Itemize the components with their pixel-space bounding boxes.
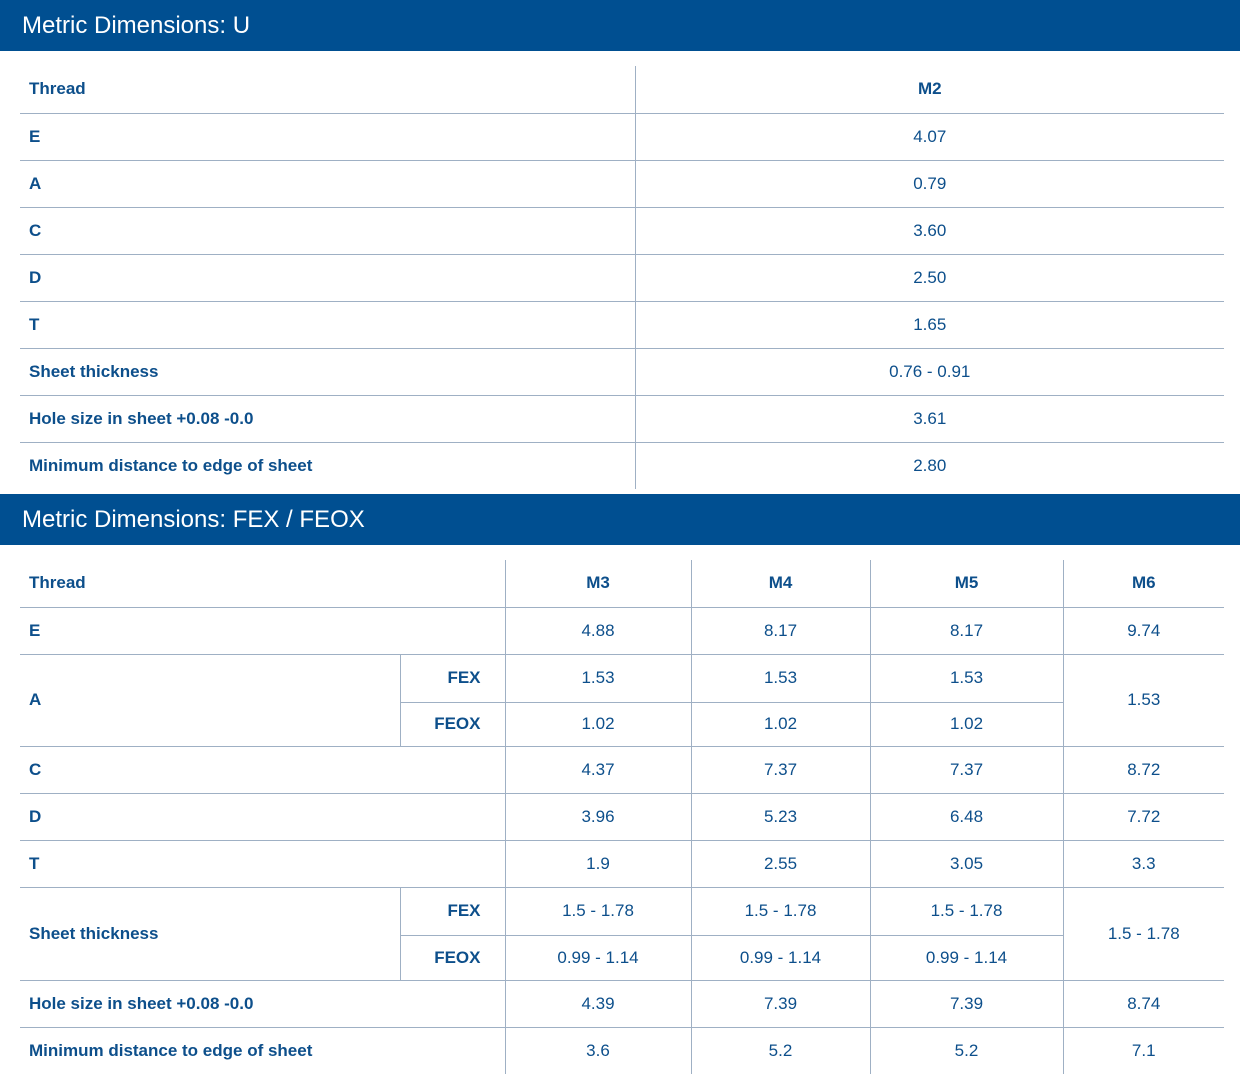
cell-value-merged: 1.5 - 1.78 (1063, 887, 1224, 980)
table-row (20, 442, 1224, 489)
row-label: T (20, 840, 505, 887)
cell-value: 1.02 (691, 702, 870, 746)
row-label: Minimum distance to edge of sheet (29, 1040, 313, 1060)
row-label: C (20, 207, 635, 254)
table-header-row (20, 560, 1224, 607)
table-row (20, 348, 1224, 395)
table-header-row (20, 66, 1224, 113)
column-header-m6: M6 (1063, 560, 1224, 607)
cell-value: 2.55 (691, 840, 870, 887)
sub-label-fex: FEX (400, 887, 505, 935)
column-header-m3: M3 (505, 560, 691, 607)
table-row (20, 395, 1224, 442)
cell-value: 4.88 (505, 607, 691, 654)
sub-label-feox: FEOX (400, 935, 505, 980)
table-row (20, 654, 1224, 702)
row-label: Hole size in sheet +0.08 -0.0 (20, 395, 635, 442)
cell-value: 3.05 (870, 840, 1063, 887)
cell-value: 1.53 (870, 654, 1063, 702)
cell-value: 1.02 (505, 702, 691, 746)
row-value: 2.50 (635, 254, 1224, 301)
cell-value: 8.17 (691, 607, 870, 654)
cell-value: 1.5 - 1.78 (505, 887, 691, 935)
row-value: 2.80 (635, 442, 1224, 489)
cell-value: 6.48 (870, 793, 1063, 840)
row-value: 4.07 (635, 113, 1224, 160)
cell-value: 0.99 - 1.14 (870, 935, 1063, 980)
sub-label-feox: FEOX (400, 702, 505, 746)
table-row (20, 607, 1224, 654)
cell-value: 1.53 (505, 654, 691, 702)
column-header-m2: M2 (635, 66, 1224, 113)
table-row (20, 746, 1224, 793)
cell-value: 1.5 - 1.78 (691, 887, 870, 935)
row-label: A (20, 654, 400, 746)
cell-value: 8.17 (870, 607, 1063, 654)
cell-value: 8.74 (1063, 980, 1224, 1027)
section-title-fex-feox: Metric Dimensions: FEX / FEOX (0, 494, 1240, 545)
table-row (20, 887, 1224, 935)
row-label: Sheet thickness (20, 348, 635, 395)
cell-value: 5.2 (870, 1027, 1063, 1074)
cell-value: 5.23 (691, 793, 870, 840)
sub-label-fex: FEX (400, 654, 505, 702)
cell-value: 7.1 (1063, 1027, 1224, 1074)
cell-value: 7.39 (691, 980, 870, 1027)
table-row (20, 113, 1224, 160)
section-title-u: Metric Dimensions: U (0, 0, 1240, 51)
cell-value: 1.53 (691, 654, 870, 702)
cell-value: 3.96 (505, 793, 691, 840)
row-label: Minimum distance to edge of sheet (29, 455, 313, 475)
dimensions-table-fex-feox (20, 560, 1224, 1074)
row-value: 0.79 (635, 160, 1224, 207)
table-row (20, 254, 1224, 301)
row-value: 0.76 - 0.91 (635, 348, 1224, 395)
cell-value: 3.3 (1063, 840, 1224, 887)
cell-value: 7.37 (870, 746, 1063, 793)
table-row (20, 840, 1224, 887)
row-label: A (20, 160, 635, 207)
table-row (20, 207, 1224, 254)
column-header-m5: M5 (870, 560, 1063, 607)
table-row (20, 1027, 1224, 1074)
row-label: E (20, 113, 635, 160)
cell-value: 8.72 (1063, 746, 1224, 793)
cell-value: 3.6 (505, 1027, 691, 1074)
row-label: T (20, 301, 635, 348)
row-label: E (20, 607, 505, 654)
cell-value: 7.72 (1063, 793, 1224, 840)
cell-value-merged: 1.53 (1063, 654, 1224, 746)
row-label: D (20, 793, 505, 840)
column-header-m4: M4 (691, 560, 870, 607)
cell-value: 1.02 (870, 702, 1063, 746)
thread-header: Thread (20, 560, 505, 607)
row-value: 1.65 (635, 301, 1224, 348)
cell-value: 7.39 (870, 980, 1063, 1027)
cell-value: 1.5 - 1.78 (870, 887, 1063, 935)
row-label: C (20, 746, 505, 793)
table-row (20, 793, 1224, 840)
cell-value: 1.9 (505, 840, 691, 887)
table-row (20, 160, 1224, 207)
cell-value: 4.39 (505, 980, 691, 1027)
row-label: D (20, 254, 635, 301)
row-value: 3.61 (635, 395, 1224, 442)
cell-value: 5.2 (691, 1027, 870, 1074)
cell-value: 0.99 - 1.14 (505, 935, 691, 980)
cell-value: 9.74 (1063, 607, 1224, 654)
table-row (20, 301, 1224, 348)
cell-value: 7.37 (691, 746, 870, 793)
row-value: 3.60 (635, 207, 1224, 254)
row-label: Sheet thickness (20, 887, 400, 980)
thread-header: Thread (20, 66, 635, 113)
cell-value: 4.37 (505, 746, 691, 793)
dimensions-table-u (20, 66, 1224, 489)
cell-value: 0.99 - 1.14 (691, 935, 870, 980)
table-row (20, 980, 1224, 1027)
row-label: Hole size in sheet +0.08 -0.0 (20, 980, 505, 1027)
